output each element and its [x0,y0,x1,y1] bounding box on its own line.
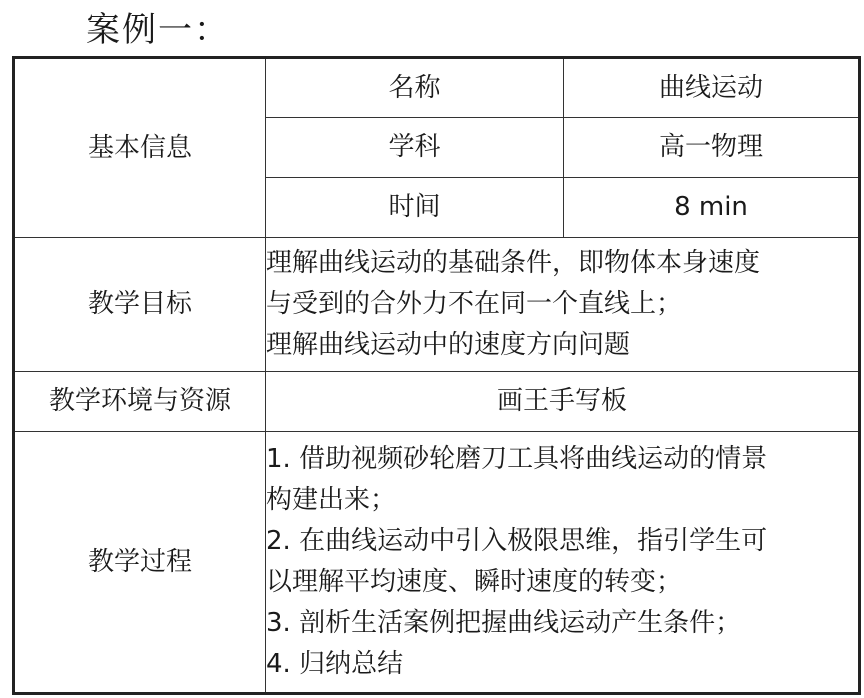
time-key: 时间 [266,178,564,238]
table-row [14,432,860,694]
table-row [14,58,860,118]
process-line: 2. 在曲线运动中引入极限思维，指引学生可 [266,526,768,556]
subject-value: 高一物理 [564,118,860,178]
table-row [14,372,860,432]
process-line: 以理解平均速度、瞬时速度的转变； [266,567,683,597]
goals-line: 与受到的合外力不在同一个直线上； [266,289,683,319]
process-line: 3. 剖析生活案例把握曲线运动产生条件； [266,608,742,638]
environment-label: 教学环境与资源 [14,372,266,432]
process-label: 教学过程 [14,432,266,694]
goals-line: 理解曲线运动中的速度方向问题 [266,330,631,360]
name-key: 名称 [266,58,564,118]
goals-content [266,238,860,372]
goals-label: 教学目标 [14,238,266,372]
subject-key: 学科 [266,118,564,178]
goals-line: 理解曲线运动的基础条件，即物体本身速度 [266,248,761,278]
process-line: 4. 归纳总结 [266,649,404,679]
basic-info-label: 基本信息 [14,58,266,238]
table-row [14,238,860,372]
environment-value: 画王手写板 [266,372,860,432]
process-line: 构建出来； [266,485,397,515]
time-value: 8 min [564,178,860,238]
case-heading: 案例一： [86,10,230,50]
process-content [266,432,860,694]
lesson-table [12,56,861,695]
name-value: 曲线运动 [564,58,860,118]
process-line: 1. 借助视频砂轮磨刀工具将曲线运动的情景 [266,444,768,474]
